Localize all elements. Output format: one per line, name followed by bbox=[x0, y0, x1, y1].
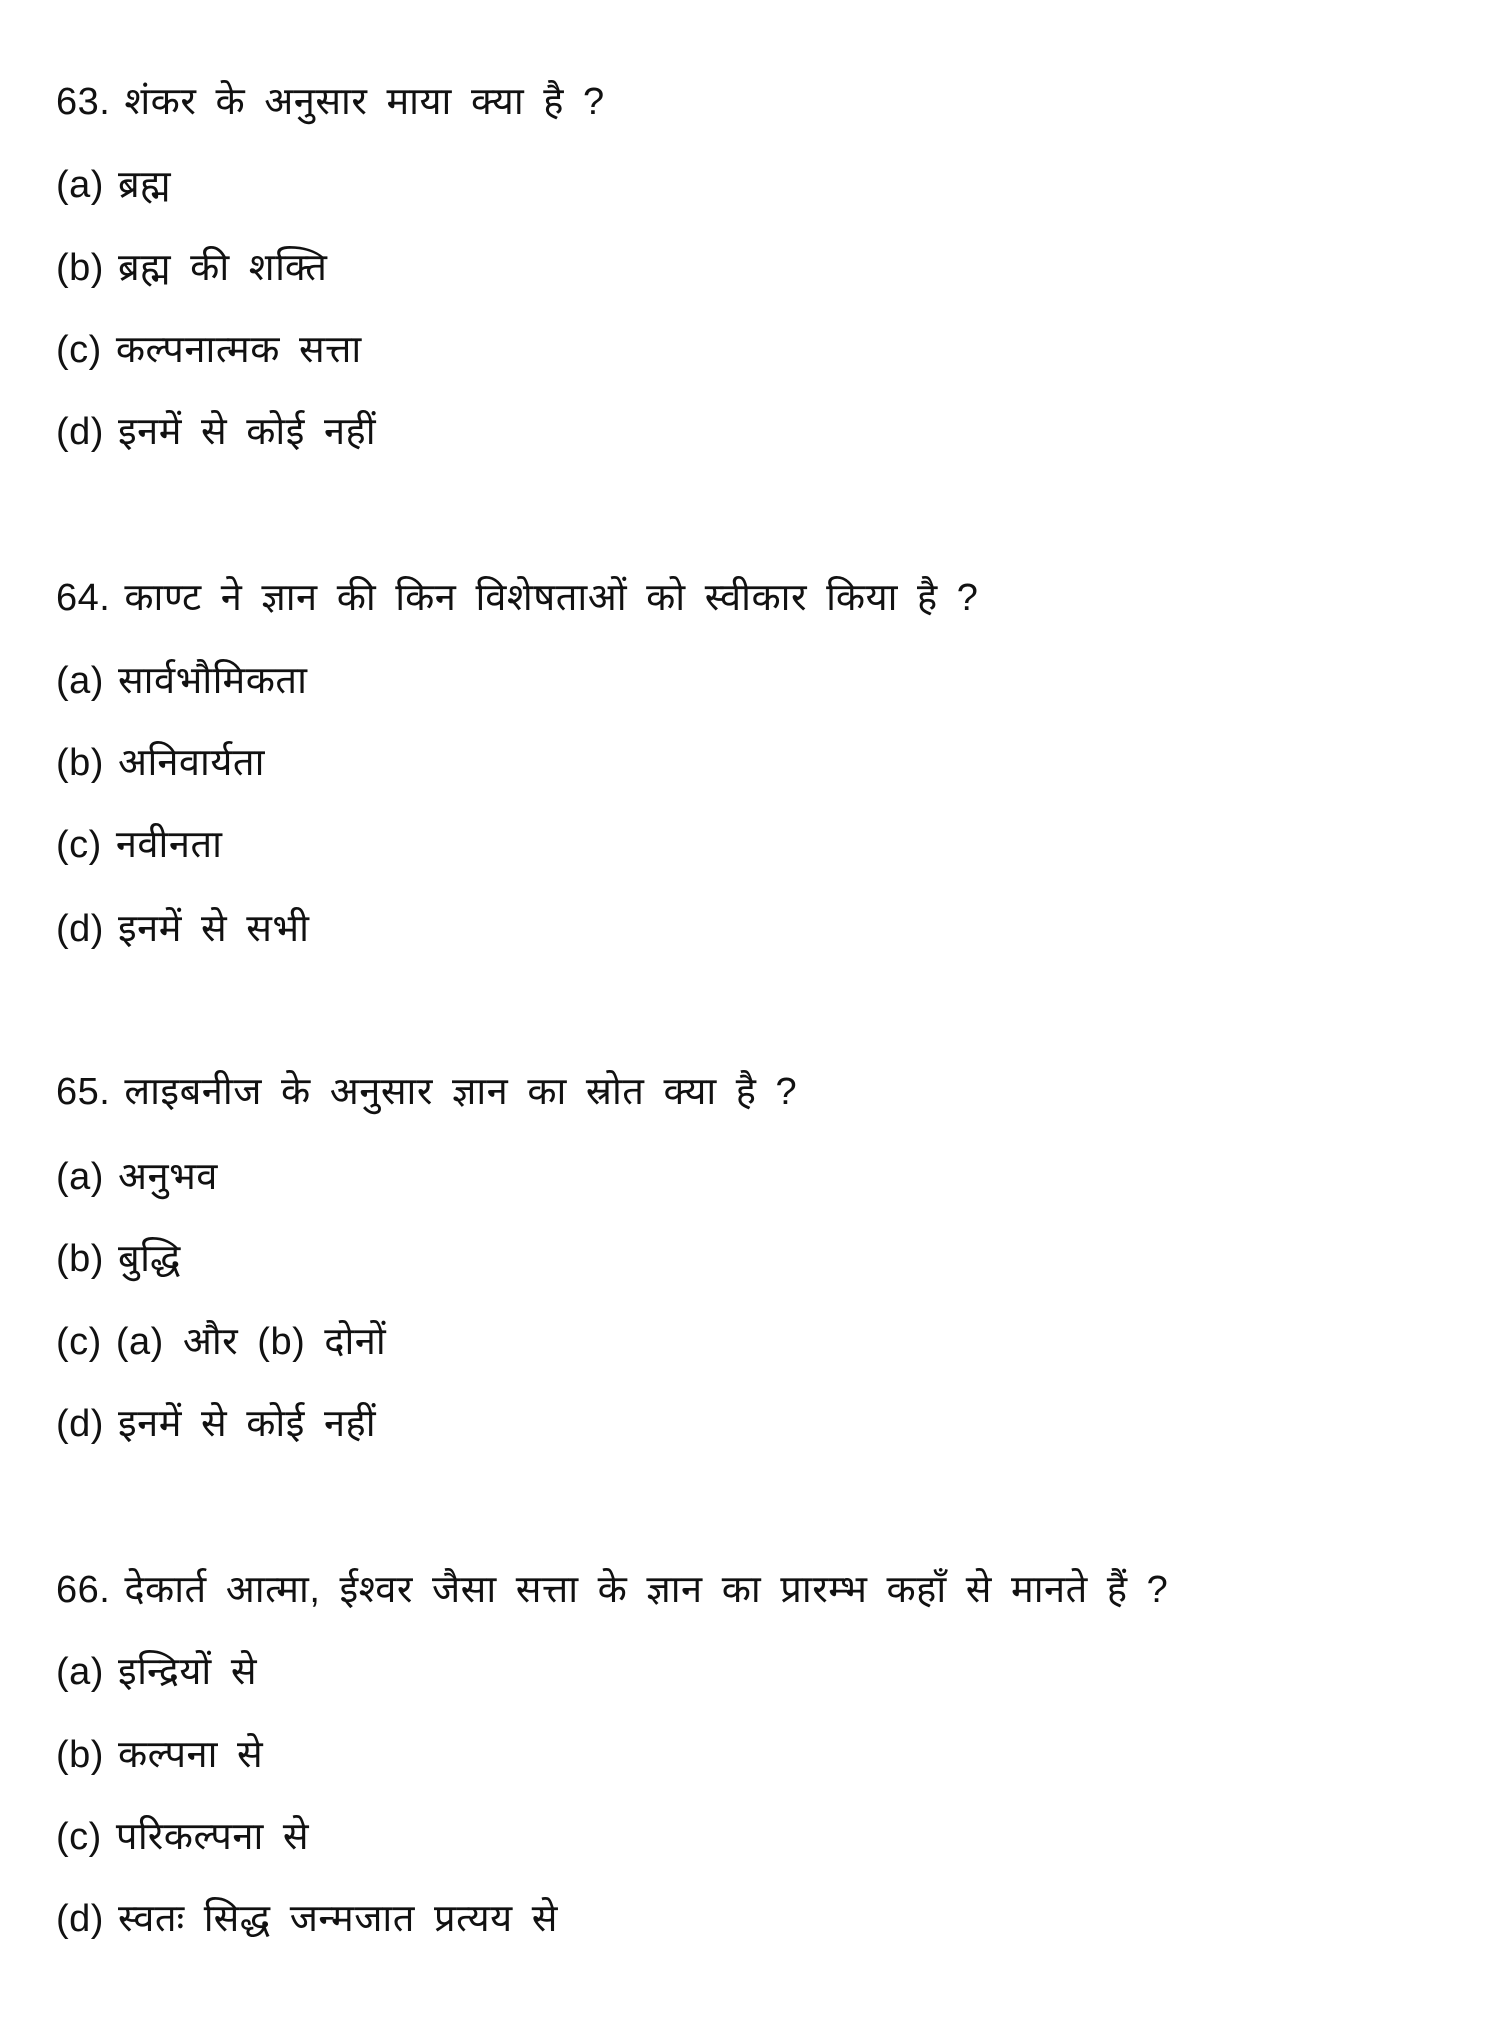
option-66-d bbox=[56, 1889, 558, 1949]
option-65-a bbox=[56, 1147, 218, 1207]
question-66 bbox=[56, 1560, 1168, 1620]
question-64 bbox=[56, 568, 978, 628]
option-63-b bbox=[56, 238, 327, 298]
option-66-c bbox=[56, 1807, 309, 1867]
question-text: काण्ट ने ज्ञान की किन विशेषताओं को स्वीकार किया है ? bbox=[124, 577, 979, 619]
option-64-a bbox=[56, 651, 307, 711]
option-label: (c) bbox=[56, 329, 102, 371]
option-65-c bbox=[56, 1312, 386, 1372]
option-text: इन्द्रियों से bbox=[117, 1651, 258, 1693]
option-63-d bbox=[56, 402, 376, 462]
option-text: कल्पना से bbox=[117, 1734, 264, 1776]
option-label: (a) bbox=[56, 1156, 104, 1198]
question-number: 64. bbox=[56, 577, 111, 619]
option-text: अनिवार्यता bbox=[117, 742, 265, 784]
option-64-b bbox=[56, 733, 265, 793]
option-label: (a) bbox=[56, 1651, 104, 1693]
option-label: (a) bbox=[56, 164, 104, 206]
option-text: कल्पनात्मक सत्ता bbox=[115, 329, 362, 371]
option-label: (a) bbox=[56, 660, 104, 702]
option-65-b bbox=[56, 1229, 181, 1289]
option-label: (d) bbox=[56, 908, 104, 950]
option-label: (b) bbox=[56, 247, 104, 289]
question-number: 66. bbox=[56, 1569, 111, 1611]
question-text: लाइबनीज के अनुसार ज्ञान का स्रोत क्या है ? bbox=[124, 1071, 798, 1113]
option-64-d bbox=[56, 899, 309, 959]
option-text: अनुभव bbox=[117, 1156, 218, 1198]
option-text: ब्रह्म की शक्ति bbox=[117, 247, 328, 289]
question-63 bbox=[56, 72, 605, 132]
option-label: (d) bbox=[56, 1403, 104, 1445]
option-text: सार्वभौमिकता bbox=[117, 660, 308, 702]
option-text: इनमें से कोई नहीं bbox=[117, 1403, 377, 1445]
option-label: (c) bbox=[56, 1321, 102, 1363]
option-text: इनमें से सभी bbox=[117, 908, 310, 950]
question-text: देकार्त आत्मा, ईश्वर जैसा सत्ता के ज्ञान का प्रारम्भ कहाँ से मानते हैं ? bbox=[124, 1569, 1169, 1611]
option-66-a bbox=[56, 1642, 257, 1702]
option-label: (b) bbox=[56, 1238, 104, 1280]
option-64-c bbox=[56, 815, 222, 875]
option-text: स्वतः सिद्ध जन्मजात प्रत्यय से bbox=[117, 1898, 558, 1940]
option-label: (d) bbox=[56, 1898, 104, 1940]
option-63-a bbox=[56, 155, 171, 215]
option-text: इनमें से कोई नहीं bbox=[117, 411, 377, 453]
question-text: शंकर के अनुसार माया क्या है ? bbox=[124, 81, 605, 123]
option-text: परिकल्पना से bbox=[115, 1816, 310, 1858]
option-text: ब्रह्म bbox=[117, 164, 172, 206]
option-label: (b) bbox=[56, 1734, 104, 1776]
option-label: (c) bbox=[56, 824, 102, 866]
option-text: (a) और (b) दोनों bbox=[115, 1321, 387, 1363]
question-number: 65. bbox=[56, 1071, 111, 1113]
option-label: (d) bbox=[56, 411, 104, 453]
option-text: बुद्धि bbox=[117, 1238, 181, 1280]
option-65-d bbox=[56, 1394, 376, 1454]
question-number: 63. bbox=[56, 81, 111, 123]
question-65 bbox=[56, 1062, 797, 1122]
option-label: (c) bbox=[56, 1816, 102, 1858]
option-66-b bbox=[56, 1725, 263, 1785]
option-63-c bbox=[56, 320, 362, 380]
option-label: (b) bbox=[56, 742, 104, 784]
option-text: नवीनता bbox=[115, 824, 223, 866]
